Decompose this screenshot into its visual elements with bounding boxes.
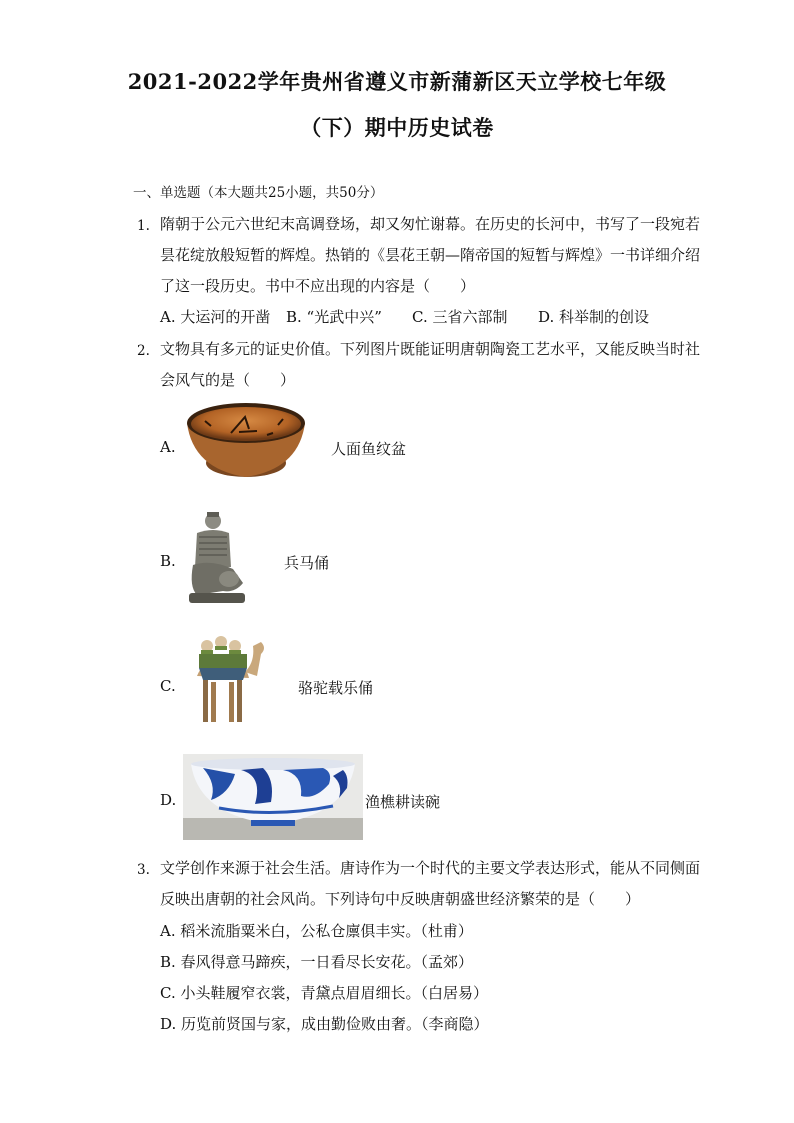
terracotta-warrior-image[interactable] [183,509,249,607]
question-2-option-d-caption: 渔樵耕读碗 [365,793,441,811]
question-3-line-1: 文学创作来源于社会生活。唐诗作为一个时代的主要文学表达形式，能从不同侧面 [160,859,701,877]
camel-musicians-figurine-image[interactable] [183,632,273,728]
question-3-line-2: 反映出唐朝的社会风尚。下列诗句中反映唐朝盛世经济繁荣的是（ ） [160,890,641,908]
question-2-option-a-caption: 人面鱼纹盆 [331,440,407,458]
page-title-line-2: （下）期中历史试卷 [300,115,494,140]
question-2-number: 2. [137,343,150,359]
question-3-option-d[interactable]: D. 历览前贤国与家，成由勤俭败由奢。（李商隐） [160,1015,489,1033]
fisherman-woodcutter-bowl-image[interactable] [183,754,363,840]
question-2-option-b-caption: 兵马俑 [284,554,330,572]
question-3-option-a[interactable]: A. 稻米流脂粟米白，公私仓廪俱丰实。（杜甫） [160,922,473,940]
question-3-option-c[interactable]: C. 小头鞋履窄衣裳，青黛点眉眉细长。（白居易） [160,984,488,1002]
question-2-line-2: 会风气的是（ ） [160,371,296,389]
question-2-option-a-letter[interactable]: A. [160,438,176,456]
question-2-option-d-letter[interactable]: D. [160,791,177,809]
question-1-option-d[interactable]: D. 科举制的创设 [538,308,650,326]
question-3-option-b[interactable]: B. 春风得意马蹄疾，一日看尽长安花。（孟郊） [160,953,474,971]
question-2-option-c-letter[interactable]: C. [160,677,176,695]
question-1-line-2: 昙花绽放般短暂的辉煌。热销的《昙花王朝—隋帝国的短暂与辉煌》一书详细介绍 [160,246,701,264]
question-1-line-1: 隋朝于公元六世纪末高调登场，却又匆忙谢幕。在历史的长河中，书写了一段宛若 [160,215,701,233]
question-2-option-c-caption: 骆驼载乐俑 [298,679,374,697]
question-3-number: 3. [137,862,150,878]
question-2-option-b-letter[interactable]: B. [160,552,176,570]
question-2-line-1: 文物具有多元的证史价值。下列图片既能证明唐朝陶瓷工艺水平，又能反映当时社 [160,340,701,358]
question-1-option-a[interactable]: A. 大运河的开凿 [160,308,271,326]
question-1-option-b[interactable]: B. “光武中兴” [286,308,382,326]
painted-pottery-basin-image[interactable] [183,399,309,483]
question-1-options [160,306,660,328]
question-1-line-3: 了这一段历史。书中不应出现的内容是（ ） [160,277,476,295]
page-title-line-1: 2021-2022学年贵州省遵义市新蒲新区天立学校七年级 [127,69,667,94]
question-1-option-c[interactable]: C. 三省六部制 [412,308,508,326]
question-1-number: 1. [137,218,150,234]
section-heading: 一、单选题（本大题共25小题，共50分） [133,185,384,201]
